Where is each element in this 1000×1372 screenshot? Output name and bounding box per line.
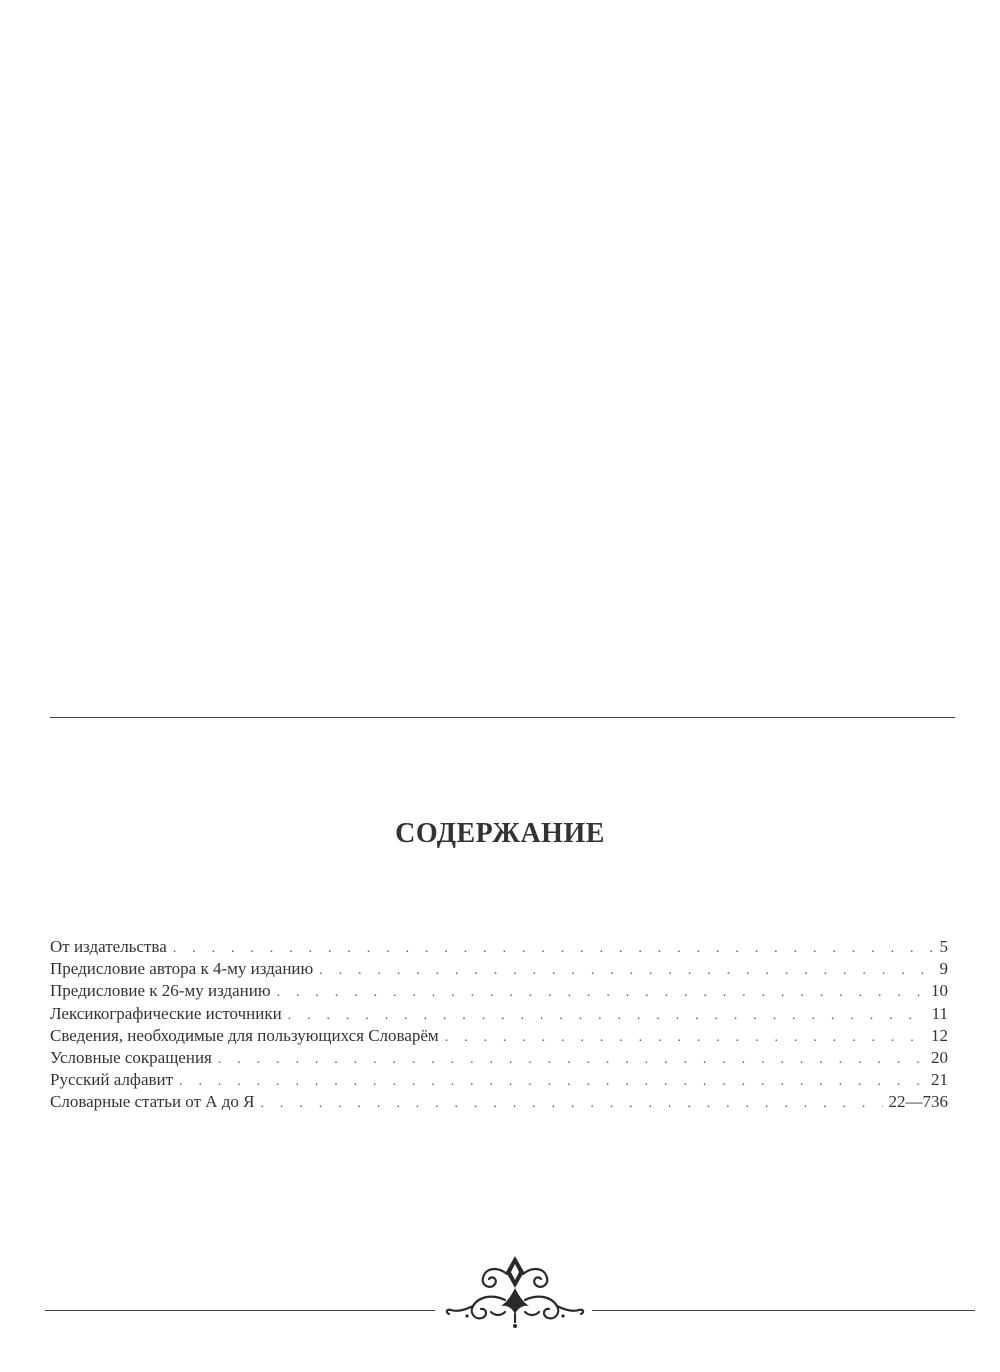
page-title: СОДЕРЖАНИЕ [395, 818, 605, 849]
toc-entry-label: От издательства [50, 937, 167, 956]
toc-entry[interactable] [50, 1048, 948, 1070]
toc-entry[interactable] [50, 1092, 948, 1114]
toc-entry-label: Словарные статьи от А до Я [50, 1092, 255, 1112]
toc-entry[interactable] [50, 1004, 948, 1026]
bottom-ornament [45, 1250, 975, 1330]
toc-entry-label: Предисловие к 26-му изданию [50, 981, 271, 1001]
dot-leader [277, 985, 925, 1001]
dot-leader [173, 941, 934, 957]
toc-entry-page: 12 [931, 1025, 948, 1045]
top-divider [50, 717, 955, 718]
floral-flourish-icon [445, 1250, 585, 1330]
toc-entry-label: Русский алфавит [50, 1070, 174, 1090]
dot-leader [218, 1052, 925, 1068]
toc-entry[interactable] [50, 981, 948, 1003]
toc-entry[interactable] [50, 937, 948, 959]
toc-entry-label: Лексикографические источники [50, 1003, 282, 1023]
bottom-divider-right [592, 1310, 975, 1311]
dot-leader [288, 1008, 926, 1024]
dot-leader [179, 1074, 925, 1090]
toc-entry[interactable] [50, 1070, 948, 1092]
toc-entry-label: Сведения, необходимые для пользующихся Словарём [50, 1025, 439, 1045]
toc-entry[interactable] [50, 959, 948, 981]
toc-entry-page: 20 [931, 1047, 948, 1067]
dot-leader [261, 1096, 883, 1112]
toc-entry-page: 11 [931, 1003, 948, 1023]
toc-entry-page: 9 [939, 959, 948, 979]
toc-entry-page: 10 [931, 981, 948, 1001]
table-of-contents [50, 937, 948, 1115]
dot-leader [319, 963, 933, 979]
toc-entry-page: 21 [931, 1070, 948, 1090]
toc-entry[interactable] [50, 1026, 948, 1048]
toc-entry-page: 5 [939, 937, 948, 956]
toc-entry-page: 22—736 [888, 1092, 948, 1112]
toc-entry-label: Условные сокращения [50, 1047, 212, 1067]
dot-leader [445, 1030, 925, 1046]
toc-entry-label: Предисловие автора к 4-му изданию [50, 959, 314, 979]
bottom-divider-left [45, 1310, 435, 1311]
